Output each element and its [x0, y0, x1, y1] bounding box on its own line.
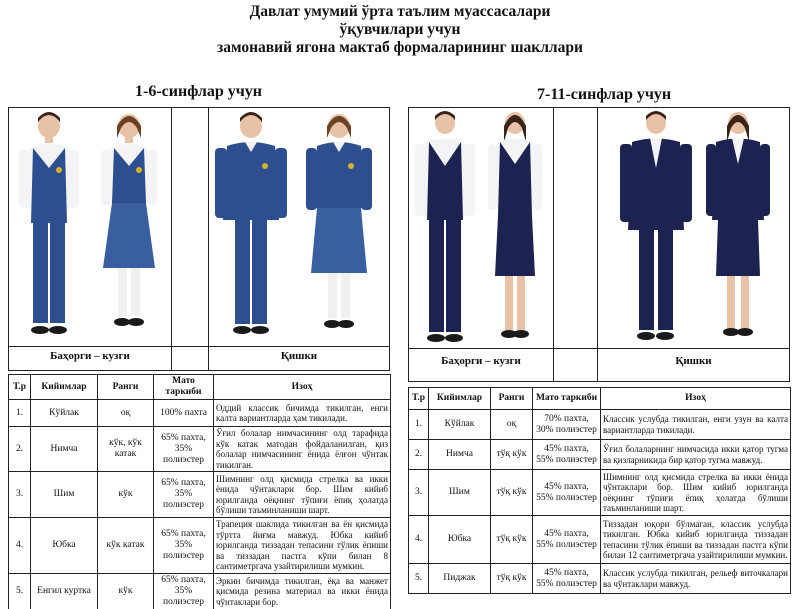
junior-boy-jacket-figure: [215, 112, 287, 334]
title-line-1: Давлат умумий ўрта таълим муассасалари: [249, 3, 551, 20]
left-blank-cell: [172, 108, 209, 346]
row-fabric: 100% пахта: [154, 400, 214, 427]
right-season-row: [408, 349, 790, 382]
row-color: тўқ кўк: [491, 564, 533, 594]
right-spec-table: [408, 387, 791, 594]
row-color: оқ: [491, 410, 533, 440]
right-photo-grid: [408, 107, 790, 349]
row-item: Шим: [31, 472, 98, 518]
left-table-header-row: [9, 375, 391, 400]
left-season-winter: Қишки: [280, 350, 318, 362]
row-number: 4.: [409, 516, 429, 564]
senior-boy-jacket-figure: [620, 111, 692, 340]
left-th-fabric: Мато таркиби: [154, 375, 214, 400]
row-note: Ўғил болалар нимчасининг олд тарафида кўк катак матодан фойдаланилган, қиз болалар нимчасининг ёнида ёлғон чўнтак тикилган.: [214, 427, 391, 472]
right-season-winter: Қишки: [675, 355, 712, 367]
table-row: [9, 427, 391, 472]
table-row: [9, 472, 391, 518]
table-row: [409, 470, 791, 516]
left-photo-grid: [8, 107, 390, 347]
row-note: Оддий классик бичимда тикилган, енги калта вариантларда ҳам тикилади.: [214, 400, 391, 427]
row-note: Классик услубда тикилган, рельеф виточкалари ва чўнтаклари мавжуд.: [601, 564, 791, 594]
row-color: тўқ кўк: [491, 516, 533, 564]
right-winter-photo: [598, 108, 789, 348]
document-title: [0, 3, 800, 57]
title-line-3: замонавий ягона мактаб формаларининг шакллари: [217, 39, 583, 56]
row-color: кўк катак: [98, 518, 154, 574]
row-item: Пиджак: [429, 564, 491, 594]
row-fabric: 70% пахта, 30% полиэстер: [533, 410, 601, 440]
row-number: 4.: [9, 518, 31, 574]
left-season-row: [8, 347, 390, 371]
row-fabric: 45% пахта, 55% полиэстер: [533, 470, 601, 516]
right-blank-cell: [554, 108, 598, 348]
senior-boy-vest-figure: [415, 111, 475, 342]
title-line-2: ўқувчилари учун: [339, 21, 461, 38]
left-winter-photo: [209, 108, 389, 346]
row-item: Юбка: [429, 516, 491, 564]
row-note: Тиззадан юқори бўлмаган, классик услубда тикилган. Юбка кийиб юрилганда тиззадан тепасини тўлик ёпиши ва тиззадан пастга кўпи билан 12 сантиметргача узайтирилиши мумкин.: [601, 516, 791, 564]
row-item: Кўйлак: [429, 410, 491, 440]
senior-girl-jacket-figure: [706, 112, 770, 336]
row-number: 1.: [409, 410, 429, 440]
right-season-autumn: Баҳорги – кузги: [409, 349, 554, 381]
junior-girl-jacket-figure: [306, 114, 372, 328]
right-th-note: Изоҳ: [601, 388, 791, 410]
row-color: оқ: [98, 400, 154, 427]
row-color: кўк, кўк катак: [98, 427, 154, 472]
row-note: Ўғил болаларнинг нимчасида икки қатор тугма ва қизларникида бир қатор тугма мавжуд.: [601, 440, 791, 470]
right-th-fabric: Мато таркиби: [533, 388, 601, 410]
right-th-n: Т.р: [409, 388, 429, 410]
row-note: Трапеция шаклида тикилган ва ён қисмида тўртта йиғма мавжуд. Юбка кийиб юрилганда тиззадан тепасини тўлик ёпиши ва тиззадан пастга кўпи билан 8 сантиметргача узайтирилиши мумкин.: [214, 518, 391, 574]
table-row: [409, 564, 791, 594]
right-th-color: Ранги: [491, 388, 533, 410]
left-th-n: Т.р: [9, 375, 31, 400]
right-heading: 7-11-синфлар учун: [537, 86, 672, 103]
table-row: [409, 516, 791, 564]
left-season-blank: [172, 347, 209, 370]
row-item: Юбка: [31, 518, 98, 574]
right-th-item: Кийимлар: [429, 388, 491, 410]
right-autumn-photo: [409, 108, 554, 348]
table-row: [409, 410, 791, 440]
row-color: кўк: [98, 472, 154, 518]
row-fabric: 65% пахта, 35% полиэстер: [154, 427, 214, 472]
row-fabric: 45% пахта, 55% полиэстер: [533, 516, 601, 564]
senior-autumn-figures: [409, 108, 553, 348]
row-number: 3.: [409, 470, 429, 516]
row-number: 5.: [9, 574, 31, 609]
table-row: [409, 440, 791, 470]
row-note: Шимнинг олд қисмида стрелка ва икки ёнида чўнтаклари бор. Шим кийиб юрилганда оёқнинг тўпиғи ёпиқ ҳолатда бўлиши таъминланиши шарт.: [214, 472, 391, 518]
left-autumn-photo: [9, 108, 172, 346]
left-season-autumn: Баҳорги – кузги: [9, 347, 172, 370]
right-table-header-row: [409, 388, 791, 410]
row-color: тўқ кўк: [491, 470, 533, 516]
row-item: Нимча: [31, 427, 98, 472]
left-heading: 1-6-синфлар учун: [135, 83, 262, 100]
row-item: Енгил куртка: [31, 574, 98, 609]
row-item: Шим: [429, 470, 491, 516]
row-note: Классик услубда тикилган, енги узун ва калта вариантларда тикилади.: [601, 410, 791, 440]
table-row: [9, 574, 391, 609]
row-item: Кўйлак: [31, 400, 98, 427]
senior-girl-vest-figure: [488, 112, 542, 338]
row-number: 2.: [9, 427, 31, 472]
row-fabric: 45% пахта, 55% полиэстер: [533, 440, 601, 470]
row-fabric: 65% пахта, 35% полиэстер: [154, 472, 214, 518]
row-item: Нимча: [429, 440, 491, 470]
junior-autumn-figures: [9, 108, 171, 346]
senior-winter-figures: [598, 108, 788, 348]
junior-winter-figures: [209, 108, 389, 346]
left-th-note: Изоҳ: [214, 375, 391, 400]
row-number: 1.: [9, 400, 31, 427]
row-fabric: 65% пахта, 35% полиэстер: [154, 574, 214, 609]
table-row: [9, 518, 391, 574]
row-fabric: 45% пахта, 55% полиэстер: [533, 564, 601, 594]
left-th-color: Ранги: [98, 375, 154, 400]
left-spec-table: [8, 374, 391, 609]
row-color: кўк: [98, 574, 154, 609]
row-note: Шимнинг олд қисмида стрелка ва икки ёнида чўнтаклари бор. Шим кийиб юрилганда оёқнинг тўпиғи ёпиқ ҳолатда бўлиши таъминланиши шарт.: [601, 470, 791, 516]
junior-girl-vest-figure: [101, 114, 157, 326]
row-number: 5.: [409, 564, 429, 594]
row-note: Эркин бичимда тикилган, ёқа ва манжет қисмида резина материал ва икки ёнида чўнтаклари бор.: [214, 574, 391, 609]
row-number: 2.: [409, 440, 429, 470]
row-fabric: 65% пахта, 35% полиэстер: [154, 518, 214, 574]
left-th-item: Кийимлар: [31, 375, 98, 400]
table-row: [9, 400, 391, 427]
row-color: тўқ кўк: [491, 440, 533, 470]
junior-boy-vest-figure: [19, 112, 79, 334]
row-number: 3.: [9, 472, 31, 518]
right-season-blank: [554, 349, 598, 381]
